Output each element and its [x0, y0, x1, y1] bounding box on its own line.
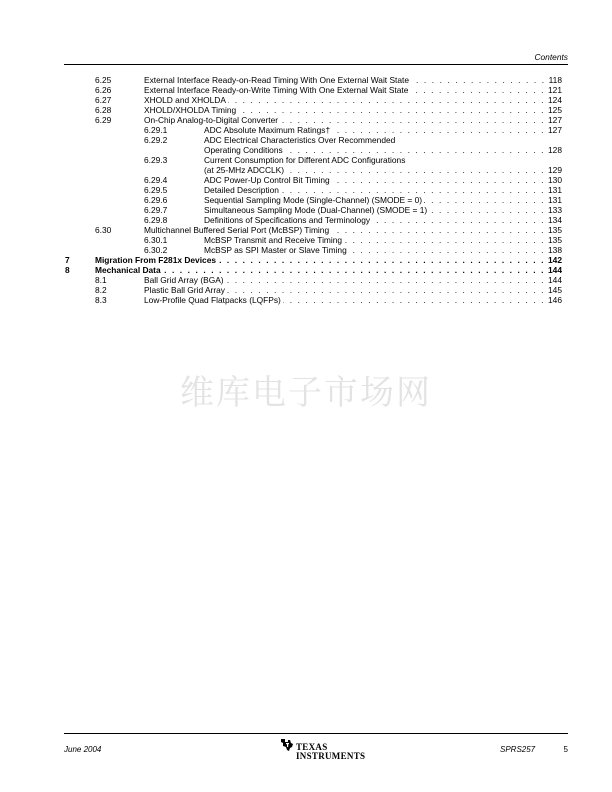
toc-entry-title-line: Current Consumption for Different ADC Configurations	[204, 155, 406, 165]
toc-title-part: Timing	[209, 105, 237, 115]
toc-entry-title-line: Operating Conditions	[204, 145, 283, 155]
toc-entry-number: 6.30	[95, 225, 112, 235]
toc-entry[interactable]	[65, 135, 562, 155]
toc-entry-number: 6.30.1	[144, 235, 168, 245]
ti-logo-line1: TEXAS	[296, 742, 328, 752]
toc-entry-page: 129	[548, 165, 562, 175]
toc-entry-page: 130	[548, 175, 562, 185]
toc-entry-title: Plastic Ball Grid Array	[144, 285, 225, 295]
toc-entry[interactable]	[65, 215, 562, 225]
toc-entry[interactable]	[65, 185, 562, 195]
toc-entry-page: 134	[548, 215, 562, 225]
dot-leader	[372, 215, 545, 225]
toc-entry[interactable]	[65, 205, 562, 215]
toc-entry[interactable]	[65, 195, 562, 205]
toc-entry[interactable]	[65, 295, 562, 305]
toc-entry[interactable]	[65, 125, 562, 135]
toc-entry-page: 144	[548, 265, 562, 275]
toc-entry[interactable]	[65, 265, 562, 275]
dot-leader	[331, 225, 545, 235]
toc-entry-page: 124	[548, 95, 562, 105]
toc-entry-number: 6.28	[95, 105, 112, 115]
toc-entry[interactable]	[65, 235, 562, 245]
toc-entry-title: Multichannel Buffered Serial Port (McBSP) Timing	[144, 225, 330, 235]
toc-entry-number: 6.29.5	[144, 185, 168, 195]
toc-entry[interactable]	[65, 255, 562, 265]
footer-doc-number: SPRS257	[500, 745, 536, 754]
toc-entry-page: 145	[548, 285, 562, 295]
dot-leader	[344, 235, 545, 245]
dot-leader	[411, 75, 546, 85]
toc-entry[interactable]	[65, 75, 562, 85]
table-of-contents	[65, 75, 562, 305]
toc-entry-page: 118	[548, 75, 562, 85]
toc-entry-number: 8.3	[95, 295, 107, 305]
active-low-signal: XHOLDA	[175, 105, 210, 115]
active-low-signal: XHOLD	[144, 105, 173, 115]
toc-entry-title: On-Chip Analog-to-Digital Converter	[144, 115, 279, 125]
toc-title-part: and	[172, 95, 192, 105]
toc-entry-page: 133	[548, 205, 562, 215]
toc-entry-number: 6.29	[95, 115, 112, 125]
toc-entry-title: ADC Absolute Maximum Ratings†	[204, 125, 331, 135]
toc-entry-title: Simultaneous Sampling Mode (Dual-Channel) (SMODE = 1)	[204, 205, 428, 215]
dot-leader	[285, 145, 545, 155]
toc-entry-number: 8.2	[95, 285, 107, 295]
toc-entry-title: Sequential Sampling Mode (Single-Channel) (SMODE = 0)	[204, 195, 423, 205]
toc-entry[interactable]	[65, 85, 562, 95]
dot-leader	[227, 285, 545, 295]
toc-entry-number: 6.29.2	[144, 135, 168, 145]
toc-entry-number: 6.29.4	[144, 175, 168, 185]
toc-entry-page: 127	[548, 125, 562, 135]
toc-entry[interactable]	[65, 105, 562, 115]
toc-entry-title: McBSP as SPI Master or Slave Timing	[204, 245, 347, 255]
toc-entry-page: 121	[548, 85, 562, 95]
dot-leader	[238, 105, 545, 115]
toc-entry-title: External Interface Ready-on-Write Timing With One External Wait State	[144, 85, 409, 95]
dot-leader	[281, 185, 545, 195]
toc-entry-number: 6.29.1	[144, 125, 168, 135]
ti-state-icon	[280, 738, 294, 752]
toc-entry-title: ADC Power-Up Control Bit Timing	[204, 175, 330, 185]
footer-page-number: 5	[563, 745, 568, 754]
toc-entry-page: 146	[548, 295, 562, 305]
toc-entry-title-line: (at 25-MHz ADCCLK)	[204, 165, 285, 175]
toc-entry-number: 6.26	[95, 85, 112, 95]
toc-entry-number: 6.25	[95, 75, 112, 85]
toc-entry[interactable]	[65, 115, 562, 125]
toc-entry-page: 142	[548, 255, 562, 265]
toc-entry[interactable]	[65, 155, 562, 175]
toc-entry-title: Detailed Description	[204, 185, 279, 195]
toc-entry-page: 135	[548, 235, 562, 245]
toc-entry-number: 6.29.3	[144, 155, 168, 165]
toc-entry-title: External Interface Ready-on-Read Timing With One External Wait State	[144, 75, 410, 85]
ti-logo-line2: INSTRUMENTS	[296, 751, 366, 761]
dot-leader	[280, 115, 545, 125]
dot-leader	[218, 255, 545, 265]
toc-entry-page: 138	[548, 245, 562, 255]
footer-rule	[64, 733, 568, 734]
toc-entry[interactable]	[65, 95, 562, 105]
header-rule	[64, 64, 568, 65]
toc-entry[interactable]	[65, 285, 562, 295]
toc-entry-number: 6.29.8	[144, 215, 168, 225]
toc-entry-page: 131	[548, 195, 562, 205]
toc-entry-page: 135	[548, 225, 562, 235]
toc-entry-number: 6.27	[95, 95, 112, 105]
toc-entry[interactable]	[65, 225, 562, 235]
toc-entry-title	[144, 95, 228, 105]
dot-leader	[424, 195, 545, 205]
dot-leader	[163, 265, 545, 275]
toc-entry-number: 7	[65, 255, 70, 265]
toc-entry-number: 6.29.6	[144, 195, 168, 205]
toc-entry[interactable]	[65, 245, 562, 255]
dot-leader	[410, 85, 545, 95]
ti-logo	[280, 738, 365, 761]
footer-date: June 2004	[64, 745, 102, 754]
dot-leader	[429, 205, 545, 215]
toc-entry-title: McBSP Transmit and Receive Timing	[204, 235, 343, 245]
toc-entry-page: 128	[548, 145, 562, 155]
toc-entry-page: 131	[548, 185, 562, 195]
dot-leader	[228, 95, 545, 105]
toc-entry-title-line: ADC Electrical Characteristics Over Recommended	[204, 135, 396, 145]
toc-entry-number: 6.30.2	[144, 245, 168, 255]
dot-leader	[283, 295, 545, 305]
toc-entry-title	[144, 105, 238, 115]
toc-entry-title: Definitions of Specifications and Terminology	[204, 215, 371, 225]
dot-leader	[332, 125, 545, 135]
active-low-signal: XHOLDA	[191, 95, 226, 105]
toc-entry-number: 8	[65, 265, 70, 275]
active-low-signal: XHOLD	[144, 95, 173, 105]
dot-leader	[286, 165, 545, 175]
toc-entry-page: 144	[548, 275, 562, 285]
toc-entry-page: 125	[548, 105, 562, 115]
watermark: 维库电子市场网	[180, 373, 432, 413]
toc-entry-title: Ball Grid Array (BGA)	[144, 275, 224, 285]
toc-entry-title: Mechanical Data	[95, 265, 161, 275]
toc-entry-title: Migration From F281x Devices	[95, 255, 217, 265]
toc-entry-page: 127	[548, 115, 562, 125]
toc-entry-number: 6.29.7	[144, 205, 168, 215]
dot-leader	[349, 245, 545, 255]
dot-leader	[226, 275, 545, 285]
toc-entry[interactable]	[65, 175, 562, 185]
dot-leader	[332, 175, 545, 185]
toc-entry[interactable]	[65, 275, 562, 285]
toc-entry-title: Low-Profile Quad Flatpacks (LQFPs)	[144, 295, 281, 305]
toc-entry-number: 8.1	[95, 275, 107, 285]
toc-title-part: /	[172, 105, 176, 115]
running-header: Contents	[534, 52, 568, 62]
